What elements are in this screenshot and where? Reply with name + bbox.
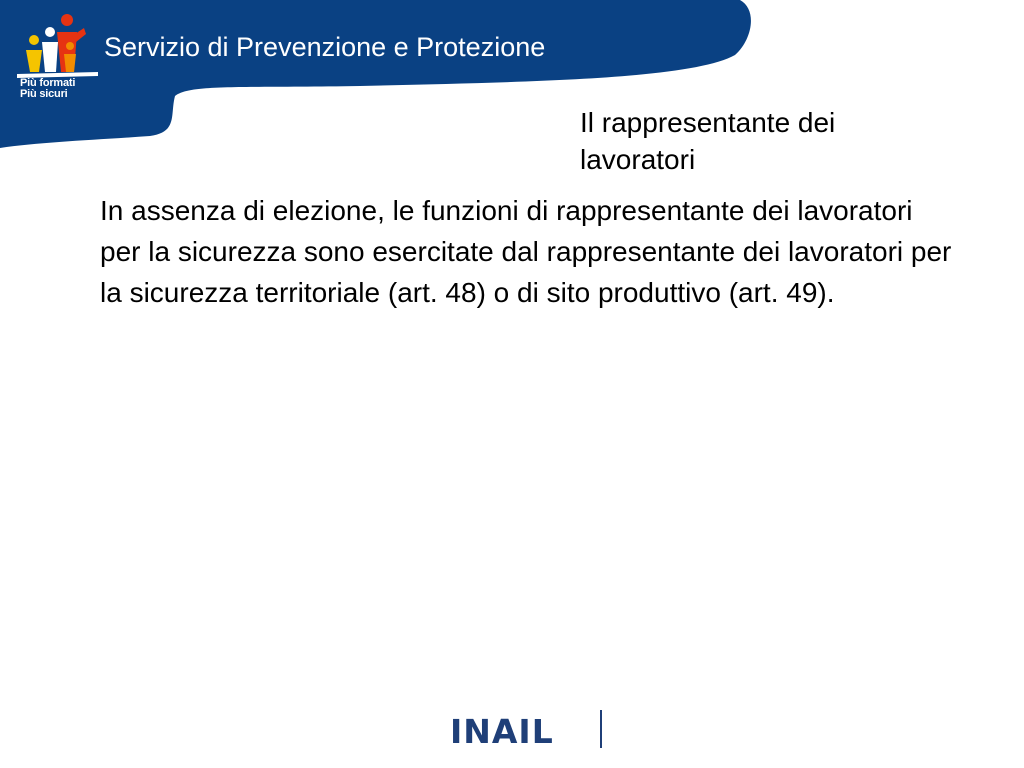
inail-logo — [450, 708, 610, 750]
inail-logo-divider — [600, 710, 602, 748]
body-paragraph: In assenza di elezione, le funzioni di rappresentante dei lavoratori per la sicurezza sono esercitate dal rappresentante dei lavoratori per la sicurezza territoriale (art. 48) o di sito produttivo (art. 49). — [100, 195, 952, 308]
logo-tagline — [20, 78, 75, 100]
slide-subtitle: Il rappresentante dei lavoratori — [580, 107, 836, 175]
logo-tagline-line2: Più sicuri — [20, 88, 68, 100]
page-title: Servizio di Prevenzione e Protezione — [104, 32, 546, 62]
inail-logo-text: INAIL — [450, 712, 554, 751]
logo-tagline-line1: Più formati — [20, 77, 76, 89]
